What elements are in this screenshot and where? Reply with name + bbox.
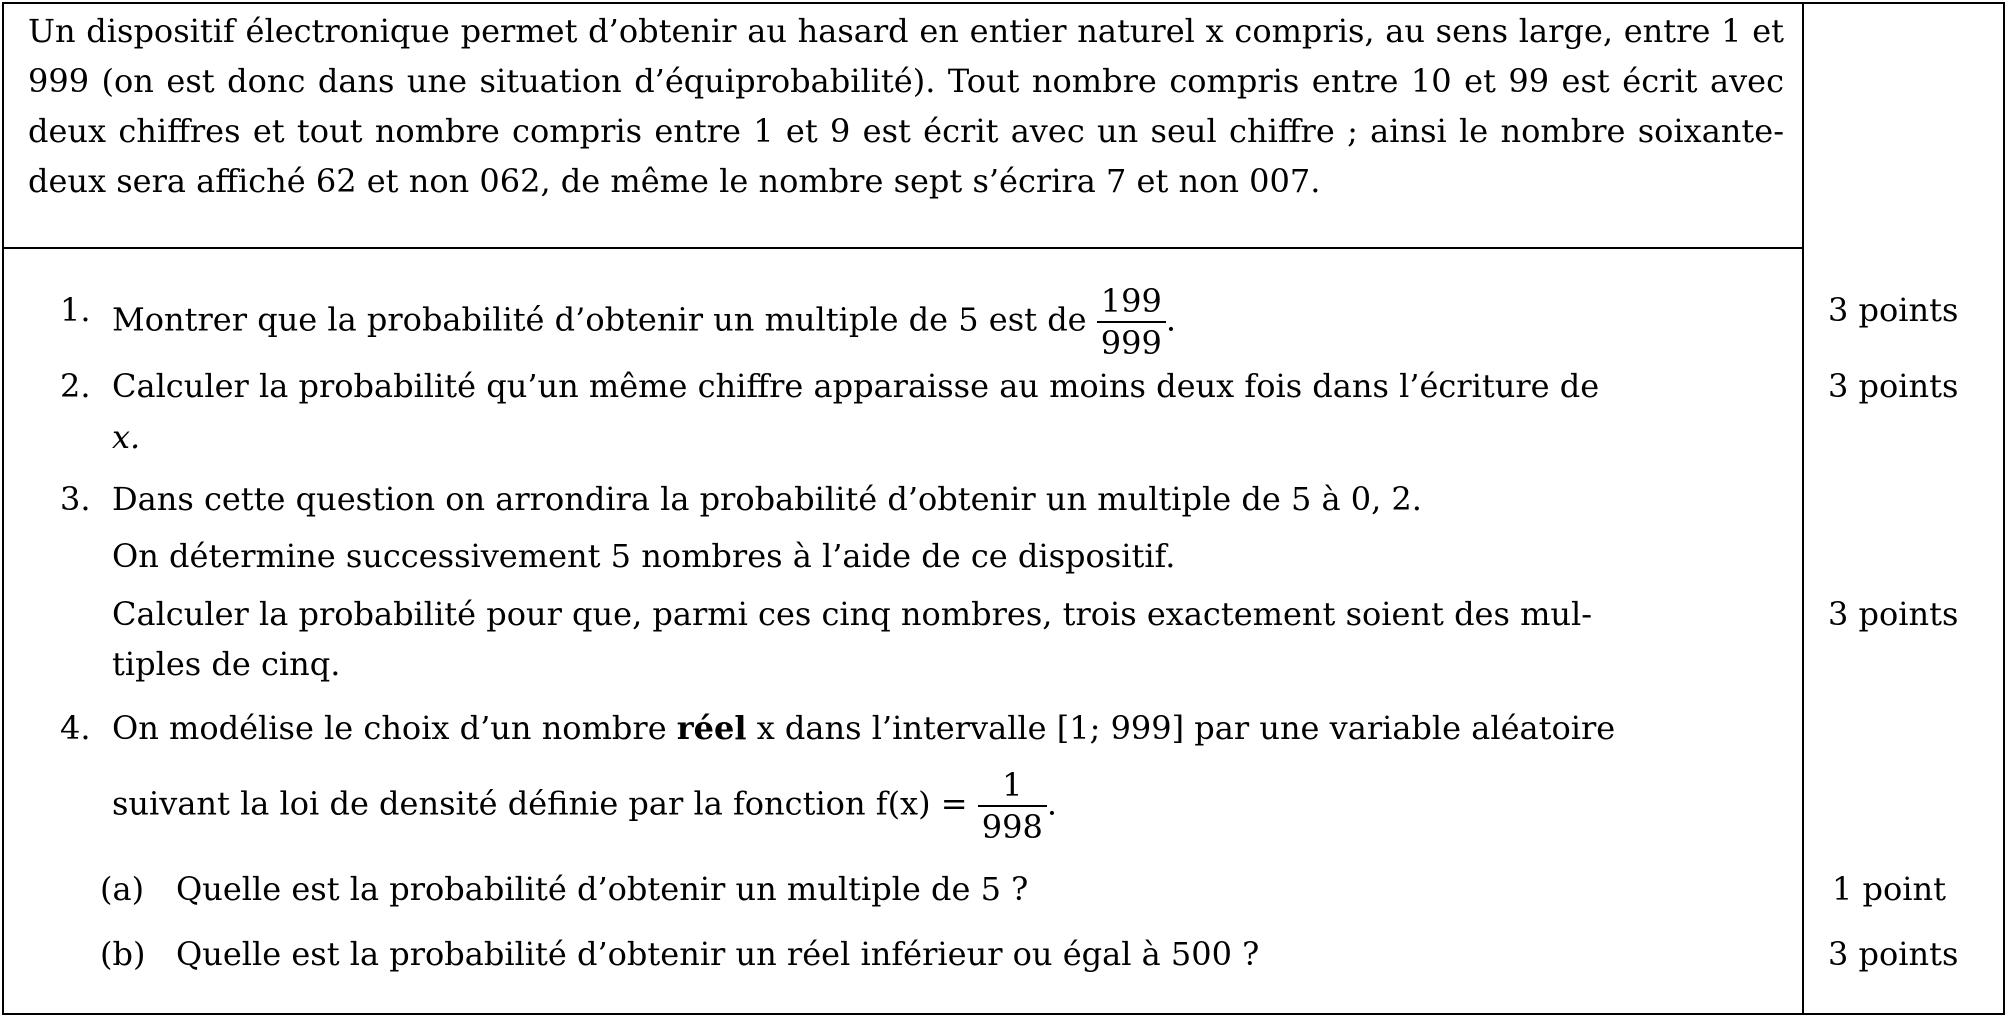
q1-fraction-numerator: 199 — [1097, 285, 1166, 323]
q4b-label: (b) — [100, 935, 146, 973]
q4b-text: Quelle est la probabilité d’obtenir un réel inférieur ou égal à 500 ? — [176, 935, 1260, 973]
q3-line1: Dans cette question on arrondira la probabilité d’obtenir un multiple de 5 à 0, 2. — [112, 480, 1422, 518]
q4-line1 — [112, 703, 1615, 753]
q4-fraction-numerator: 1 — [978, 769, 1047, 807]
q1-end: . — [1165, 300, 1177, 339]
q4-line1-start: On modélise le choix d’un nombre — [112, 709, 667, 747]
q3-number: 3. — [60, 480, 91, 518]
q4-line2-end: . — [1046, 784, 1057, 823]
q1-fraction — [1097, 282, 1166, 362]
exercise-table — [2, 2, 2005, 1015]
q4a-label: (a) — [100, 870, 145, 908]
q4-line1-end: x dans l’intervalle [1; 999] par une variable aléatoire — [756, 709, 1616, 747]
q4-fraction-denominator: 998 — [981, 808, 1043, 846]
q4b-points: 3 points — [1828, 935, 1959, 973]
q4-number: 4. — [60, 709, 91, 747]
q1-text — [112, 282, 1177, 362]
q4a-points: 1 point — [1832, 870, 1946, 908]
q4-line2-text: suivant la loi de densité définie par la fonction f(x) = — [112, 784, 968, 823]
column-divider — [1802, 4, 1804, 1013]
q1-fraction-denominator: 999 — [1100, 324, 1162, 362]
q2-line1: Calculer la probabilité qu’un même chiffre apparaisse au moins deux fois dans l’écriture de — [112, 367, 1600, 405]
q4a-text: Quelle est la probabilité d’obtenir un multiple de 5 ? — [176, 870, 1029, 908]
q1-statement: Montrer que la probabilité d’obtenir un multiple de 5 est de — [112, 300, 1087, 339]
q2-points: 3 points — [1828, 367, 1959, 405]
q3-line3: Calculer la probabilité pour que, parmi ces cinq nombres, trois exactement soient des mul- — [112, 595, 1593, 633]
q3-line4: tiples de cinq. — [112, 645, 341, 683]
row-divider — [4, 247, 1802, 249]
q4-line1-bold: réel — [676, 709, 747, 747]
q3-points: 3 points — [1828, 595, 1959, 633]
q2-number: 2. — [60, 367, 91, 405]
intro-paragraph: Un dispositif électronique permet d’obtenir au hasard en entier naturel x compris, au sens large, entre 1 et 999 (on est donc dans une situation d’équiprobabilité). Tout nombre compris entre 10 et 99 est écrit avec deux chiffres et tout nombre compris entre 1 et 9 est écrit avec un seul chiffre ; ainsi le nombre soixante-deux sera affiché 62 et non 062, de même le nombre sept s’écrira 7 et non 007. — [28, 12, 1784, 200]
q4-line2 — [112, 766, 1057, 846]
q3-line2: On détermine successivement 5 nombres à l’aide de ce dispositif. — [112, 537, 1176, 575]
q1-points: 3 points — [1828, 291, 1959, 329]
q1-number: 1. — [60, 291, 91, 329]
q4-fraction — [978, 766, 1047, 846]
q2-line2: x. — [112, 418, 141, 456]
